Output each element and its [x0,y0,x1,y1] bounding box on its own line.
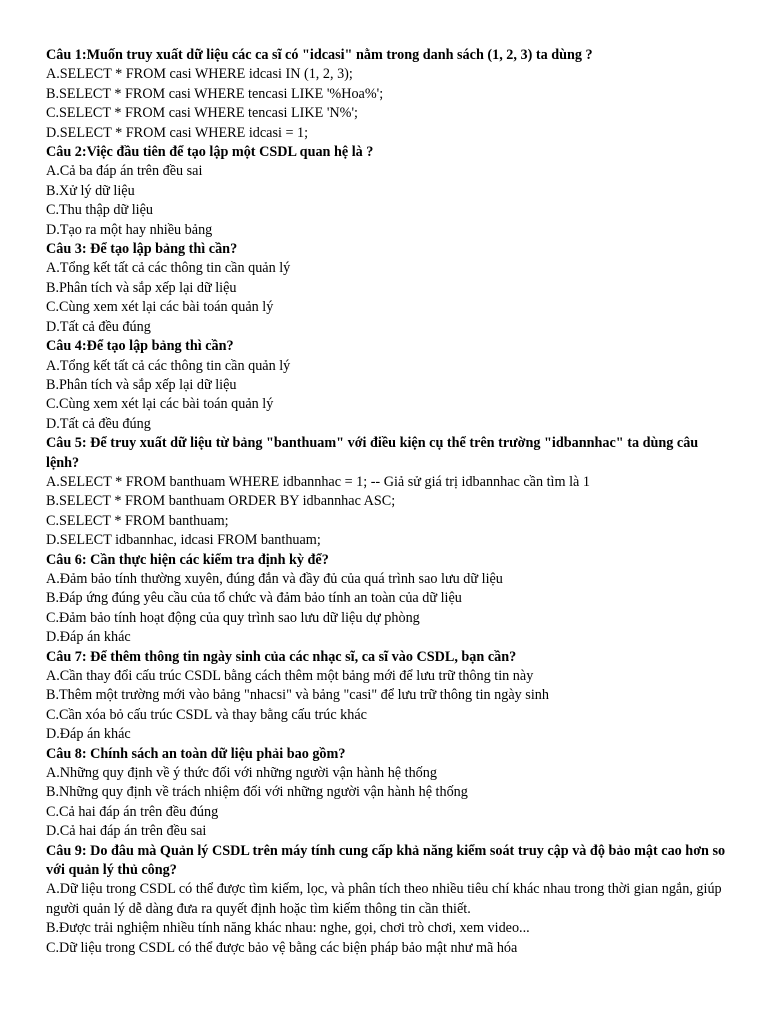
question-title: Câu 4:Để tạo lập bảng thì cần? [46,338,234,355]
answer-option-c: C.Dữ liệu trong CSDL có thể được bảo vệ bằng các biện pháp bảo mật như mã hóa [46,939,518,956]
question-6 [46,551,730,648]
answer-option-a: A.Đảm bảo tính thường xuyên, đúng đắn và đầy đủ của quá trình sao lưu dữ liệu [46,570,503,587]
answer-option-b: B.SELECT * FROM banthuam ORDER BY idbannhac ASC; [46,493,396,510]
answer-option-b: B.SELECT * FROM casi WHERE tencasi LIKE '%Hoa%'; [46,85,384,102]
answer-option-c: C.Cùng xem xét lại các bài toán quản lý [46,396,274,413]
answer-option-a: A.Tổng kết tất cả các thông tin cần quản lý [46,260,291,277]
answer-option-c: C.Thu thập dữ liệu [46,202,153,219]
answer-option-d: D.Tạo ra một hay nhiều bảng [46,221,213,238]
answer-option-d: D.Tất cả đều đúng [46,318,151,335]
answer-option-c: C.Cùng xem xét lại các bài toán quản lý [46,299,274,316]
answer-option-b: B.Những quy định về trách nhiệm đối với những người vận hành hệ thống [46,784,468,801]
answer-option-b: B.Phân tích và sắp xếp lại dữ liệu [46,279,237,296]
answer-option-a: A.Cần thay đổi cấu trúc CSDL bằng cách thêm một bảng mới để lưu trữ thông tin này [46,668,534,684]
question-2 [46,143,730,240]
answer-option-b: B.Đáp ứng đúng yêu cầu của tổ chức và đảm bảo tính an toàn của dữ liệu [46,590,462,607]
question-title: Câu 7: Để thêm thông tin ngày sinh của các nhạc sĩ, ca sĩ vào CSDL, bạn cần? [46,648,517,665]
answer-option-c: C.Cả hai đáp án trên đều đúng [46,803,219,820]
answer-option-b: B.Thêm một trường mới vào bảng "nhacsi" và bảng "casi" để lưu trữ thông tin ngày sinh [46,687,549,704]
answer-option-d: D.Tất cả đều đúng [46,415,151,432]
question-title: Câu 5: Để truy xuất dữ liệu từ bảng "banthuam" với điều kiện cụ thể trên trường "idbannhac" ta dùng câu lệnh? [46,435,699,471]
question-9 [46,842,730,958]
answer-option-c: C.SELECT * FROM banthuam; [46,512,229,529]
answer-option-b: B.Phân tích và sắp xếp lại dữ liệu [46,376,237,393]
question-7 [46,648,730,745]
question-title: Câu 9: Do đâu mà Quản lý CSDL trên máy tính cung cấp khả năng kiểm soát truy cập và độ bảo mật cao hơn so với quản lý thủ công? [46,842,726,879]
answer-option-a: A.Cả ba đáp án trên đều sai [46,163,203,180]
answer-option-d: D.Đáp án khác [46,629,131,646]
answer-option-a: A.Tổng kết tất cả các thông tin cần quản lý [46,357,291,374]
question-1 [46,46,730,143]
answer-option-c: C.Cần xóa bỏ cấu trúc CSDL và thay bằng cấu trúc khác [46,706,367,723]
question-title: Câu 6: Cần thực hiện các kiểm tra định kỳ để? [46,551,329,568]
question-4 [46,337,730,434]
question-title: Câu 1:Muốn truy xuất dữ liệu các ca sĩ có "idcasi" nằm trong danh sách (1, 2, 3) ta dùng ? [46,47,593,63]
question-3 [46,240,730,337]
question-title: Câu 3: Để tạo lập bảng thì cần? [46,241,238,258]
answer-option-b: B.Được trải nghiệm nhiều tính năng khác nhau: nghe, gọi, chơi trò chơi, xem video... [46,920,530,937]
answer-option-d: D.SELECT idbannhac, idcasi FROM banthuam; [46,532,321,549]
question-5 [46,434,730,550]
answer-option-a: A.Dữ liệu trong CSDL có thể được tìm kiếm, lọc, và phân tích theo nhiều tiêu chí khác nhau trong thời gian ngắn, giúp người quản lý dễ dàng đưa ra quyết định hoặc tìm kiếm thông tin cần thiết. [46,881,722,917]
answer-option-d: D.Đáp án khác [46,726,131,743]
answer-option-a: A.Những quy định về ý thức đối với những người vận hành hệ thống [46,765,437,782]
answer-option-a: A.SELECT * FROM banthuam WHERE idbannhac = 1; -- Giả sử giá trị idbannhac cần tìm là 1 [46,473,590,490]
question-8 [46,745,730,842]
answer-option-c: C.SELECT * FROM casi WHERE tencasi LIKE 'N%'; [46,105,358,122]
question-title: Câu 2:Việc đầu tiên để tạo lập một CSDL quan hệ là ? [46,144,374,161]
answer-option-a: A.SELECT * FROM casi WHERE idcasi IN (1, 2, 3); [46,66,353,83]
answer-option-d: D.SELECT * FROM casi WHERE idcasi = 1; [46,124,309,141]
answer-option-b: B.Xử lý dữ liệu [46,182,135,199]
question-title: Câu 8: Chính sách an toàn dữ liệu phải bao gồm? [46,745,346,762]
answer-option-d: D.Cả hai đáp án trên đều sai [46,823,207,840]
answer-option-c: C.Đảm bảo tính hoạt động của quy trình sao lưu dữ liệu dự phòng [46,609,420,626]
document-page [46,46,730,958]
